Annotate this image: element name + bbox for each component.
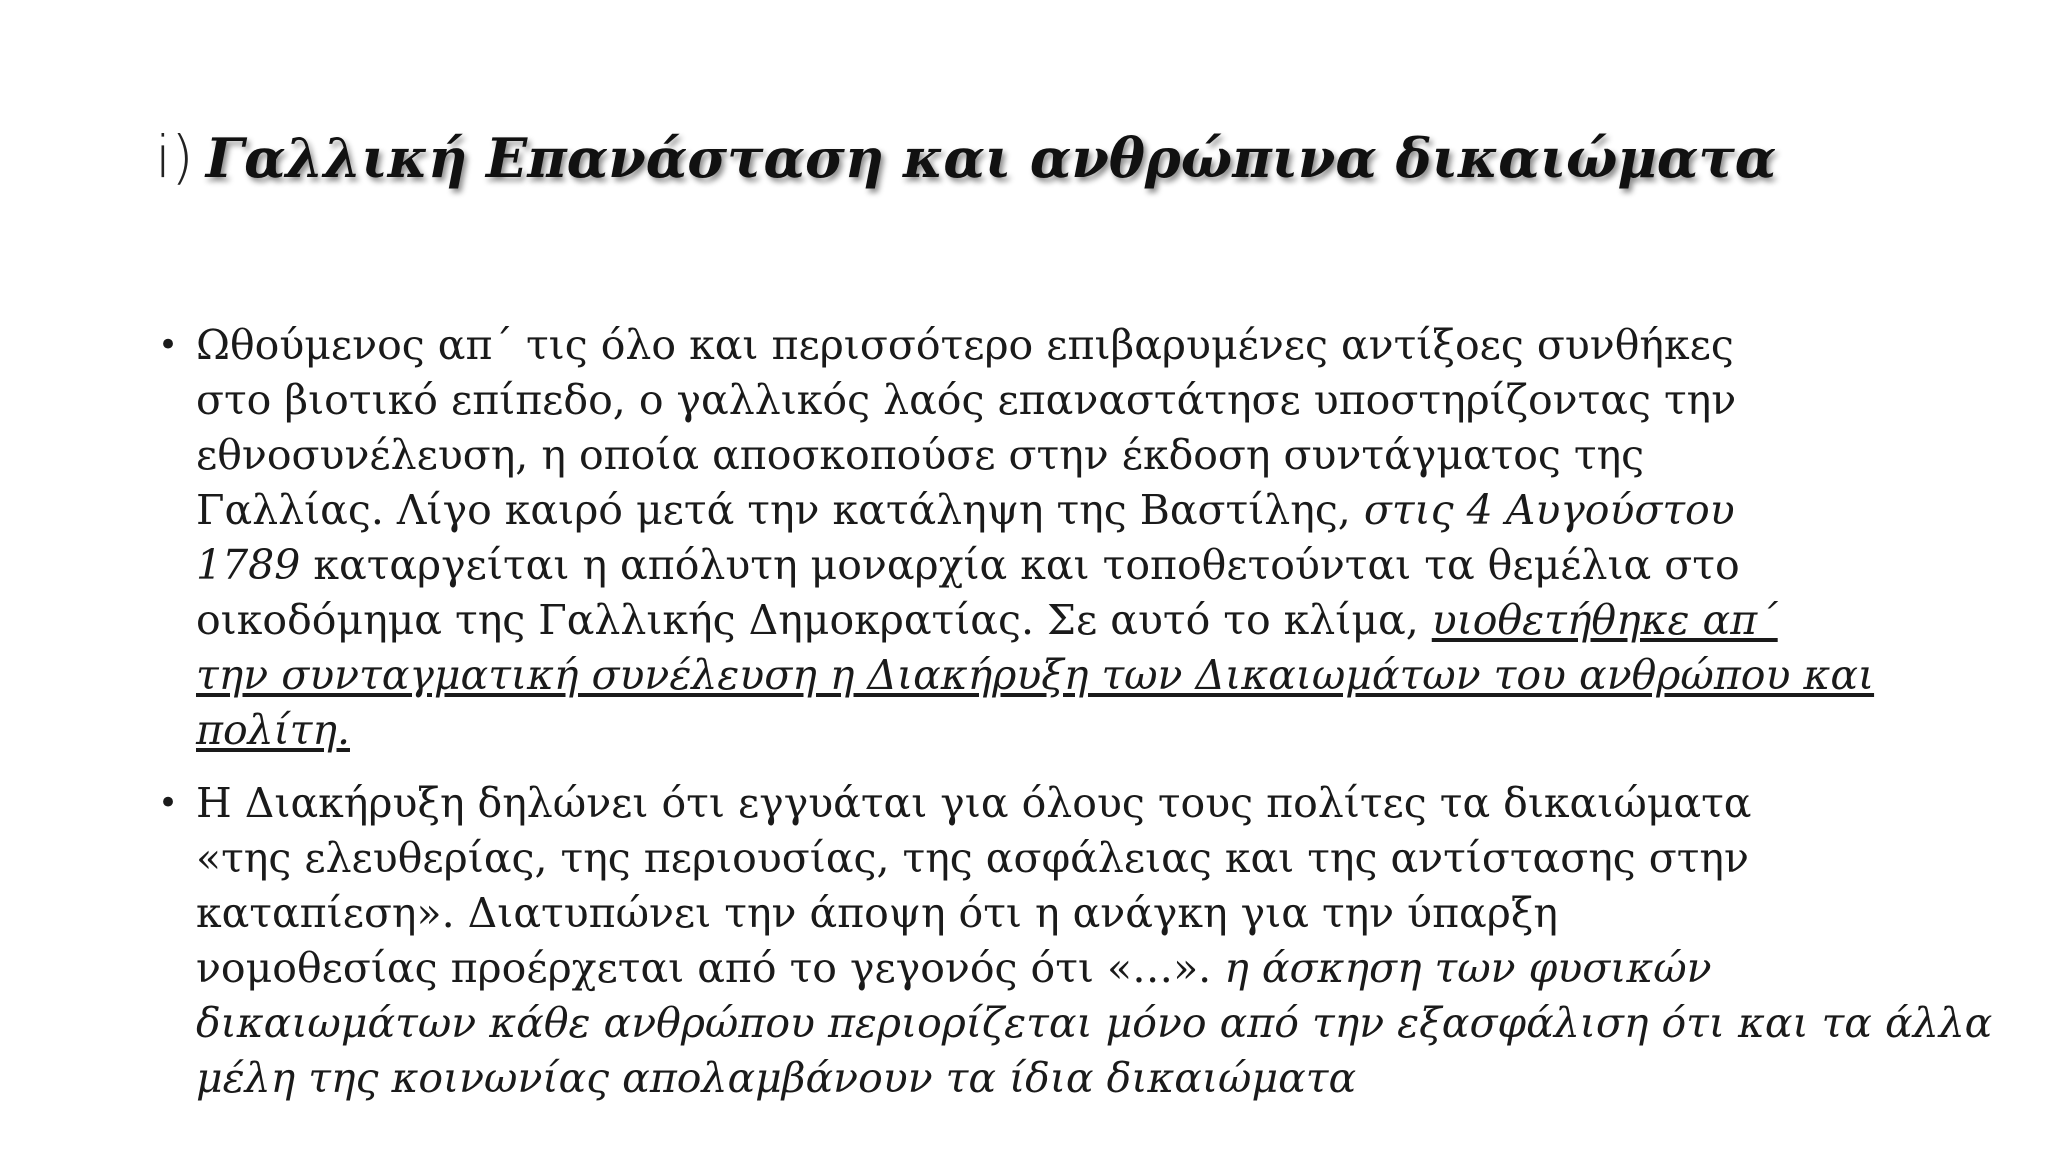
emphasized-text: πολίτη.	[196, 706, 350, 754]
text-line	[196, 996, 1993, 1051]
text-run: καταπίεση». Διατυπώνει την άποψη ότι η ανάγκη για την ύπαρξη	[196, 889, 1558, 937]
title-prefix: i)	[155, 123, 194, 191]
text-run: καταργείται η απόλυτη μοναρχία και τοποθετούνται τα θεμέλια στο	[300, 541, 1740, 589]
bullet-dot-icon: •	[158, 325, 179, 365]
italic-quote: δικαιωμάτων κάθε ανθρώπου περιορίζεται μόνο από την εξασφάλιση ότι και τα άλλα	[196, 999, 1993, 1047]
emphasized-text: υιοθετήθηκε απ΄	[1431, 596, 1778, 644]
text-line	[196, 886, 1918, 941]
italic-year: 1789	[196, 541, 301, 589]
text-run: Γαλλίας. Λίγο καιρό μετά την κατάληψη της Βαστίλης,	[196, 486, 1364, 534]
italic-date: στις 4 Αυγούστου	[1363, 486, 1735, 534]
text-line	[196, 831, 1918, 886]
text-line	[196, 318, 1918, 373]
text-run: Η Διακήρυξη δηλώνει ότι εγγυάται για όλους τους πολίτες τα δικαιώματα	[196, 779, 1752, 827]
text-run: στο βιοτικό επίπεδο, ο γαλλικός λαός επαναστάτησε υποστηρίζοντας την	[196, 376, 1737, 424]
text-line	[196, 776, 1918, 831]
slide-title	[155, 123, 1777, 191]
text-line	[196, 593, 1918, 648]
text-run: νομοθεσίας προέρχεται από το γεγονός ότι «…».	[196, 944, 1225, 992]
text-line	[196, 483, 1918, 538]
emphasized-text: την συνταγματική συνέλευση η Διακήρυξη των Δικαιωμάτων του ανθρώπου και	[196, 651, 1875, 699]
text-run: Ωθούμενος απ΄ τις όλο και περισσότερο επιβαρυμένες αντίξοες συνθήκες	[196, 321, 1734, 369]
text-run: «της ελευθερίας, της περιουσίας, της ασφάλειας και της αντίστασης στην	[196, 834, 1749, 882]
bullet-point-1	[158, 318, 1918, 758]
text-line	[196, 648, 1918, 703]
title-text: Γαλλική Επανάσταση και ανθρώπινα δικαιώματα	[205, 126, 1777, 190]
italic-quote: μέλη της κοινωνίας απολαμβάνουν τα ίδια δικαιώματα	[196, 1054, 1357, 1102]
text-line	[196, 373, 1918, 428]
text-line	[196, 703, 1918, 758]
text-line	[196, 1051, 1918, 1106]
bullet-point-2	[158, 776, 1993, 1106]
text-line	[196, 428, 1918, 483]
text-line	[196, 941, 1918, 996]
slide-body	[158, 318, 1993, 1106]
italic-quote: η άσκηση των φυσικών	[1224, 944, 1712, 992]
text-line	[196, 538, 1918, 593]
text-run: οικοδόμημα της Γαλλικής Δημοκρατίας. Σε αυτό το κλίμα,	[196, 596, 1432, 644]
text-run: εθνοσυνέλευση, η οποία αποσκοπούσε στην έκδοση συντάγματος της	[196, 431, 1645, 479]
bullet-dot-icon: •	[158, 783, 179, 823]
